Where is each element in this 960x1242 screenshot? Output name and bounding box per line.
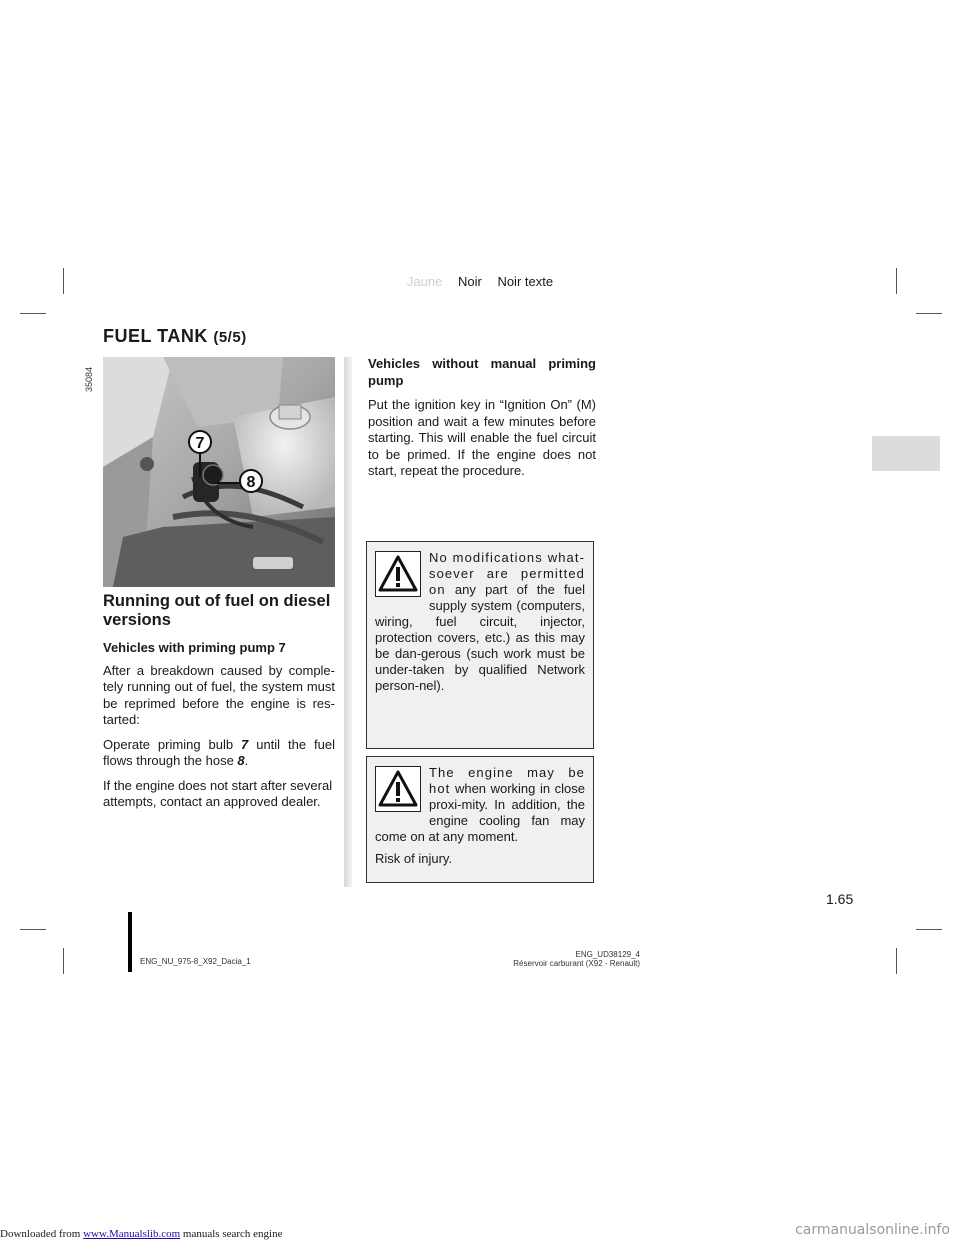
chapter-tab (872, 436, 940, 471)
warning-text: any part of the fuel supply system (computers, wiring, fuel circuit, injector, protection covers, etc.) as this may be dan-gerous (such work must be under-taken by qualified Network person-nel). (375, 582, 585, 693)
right-column (368, 356, 596, 488)
crop-mark (63, 948, 64, 974)
section-heading: Running out of fuel on diesel versions (103, 592, 331, 629)
engine-illustration (103, 357, 335, 587)
footer-left: ENG_NU_975-8_X92_Dacia_1 (140, 957, 251, 966)
paragraph-without-pump: Put the ignition key in “Ignition On” (M) position and wait a few minutes before starting. This will enable the fuel circuit to be primed. If the engine does not start, repeat the procedure. (368, 397, 596, 478)
callout-8: 8 (246, 474, 256, 491)
color-label-noir: Noir (457, 274, 482, 289)
right-heading: Vehicles without manual priming pump (368, 356, 596, 388)
color-label-jaune: Jaune (406, 274, 443, 289)
footer-desc: Réservoir carburant (X92 - Renault) (513, 959, 640, 968)
crop-mark (896, 948, 897, 974)
footer-right (480, 950, 640, 968)
warning-text-lead: The engine may be hot (429, 765, 585, 796)
crop-mark (20, 313, 46, 314)
watermark: carmanualsonline.info (795, 1222, 950, 1238)
sub-heading: Vehicles with priming pump 7 (103, 640, 286, 655)
warning-box-modifications (366, 541, 594, 749)
ref-7: 7 (241, 736, 249, 752)
banner-suffix: manuals search engine (180, 1228, 283, 1240)
crop-mark (916, 929, 942, 930)
warning-text: when working in close proxi-mity. In addition, the engine cooling fan may come on at any moment. (375, 781, 585, 844)
crop-mark (916, 313, 942, 314)
paragraph-contact: If the engine does not start after several attempts, contact an approved dealer. (103, 777, 333, 809)
margin-bar (128, 912, 132, 972)
footer-ref: ENG_UD38129_4 (575, 950, 640, 959)
warning-risk: Risk of injury. (375, 851, 453, 866)
text-span: until the fuel flows through the hose (103, 736, 335, 768)
title-main: FUEL TANK (103, 326, 208, 346)
warning-triangle-icon (375, 551, 421, 597)
page-title (103, 326, 247, 347)
warning-box-hot-engine (366, 756, 594, 883)
manualslib-link[interactable]: www.Manualslib.com (83, 1228, 181, 1240)
color-label-noir-texte: Noir texte (497, 274, 554, 289)
banner-prefix: Downloaded from (0, 1228, 84, 1240)
column-divider (344, 357, 352, 887)
paragraph-priming (103, 737, 335, 770)
left-column (103, 640, 335, 819)
photo-code: 35084 (84, 366, 94, 392)
callout-7: 7 (195, 435, 205, 452)
engine-photo (103, 357, 335, 587)
ref-8: 8 (237, 753, 245, 768)
text-span: . (244, 753, 249, 768)
title-part: (5/5) (213, 329, 247, 346)
page-number: 1.65 (826, 891, 854, 907)
print-color-labels (0, 274, 960, 289)
warning-text-lead: No modifications what-soever are permitted on (429, 550, 585, 597)
paragraph-breakdown: After a breakdown caused by comple-tely running out of fuel, the system must be reprimed before the engine is res-tarted: (103, 662, 335, 727)
crop-mark (20, 929, 46, 930)
warning-triangle-icon (375, 766, 421, 812)
text-span: Operate priming bulb (103, 736, 242, 752)
